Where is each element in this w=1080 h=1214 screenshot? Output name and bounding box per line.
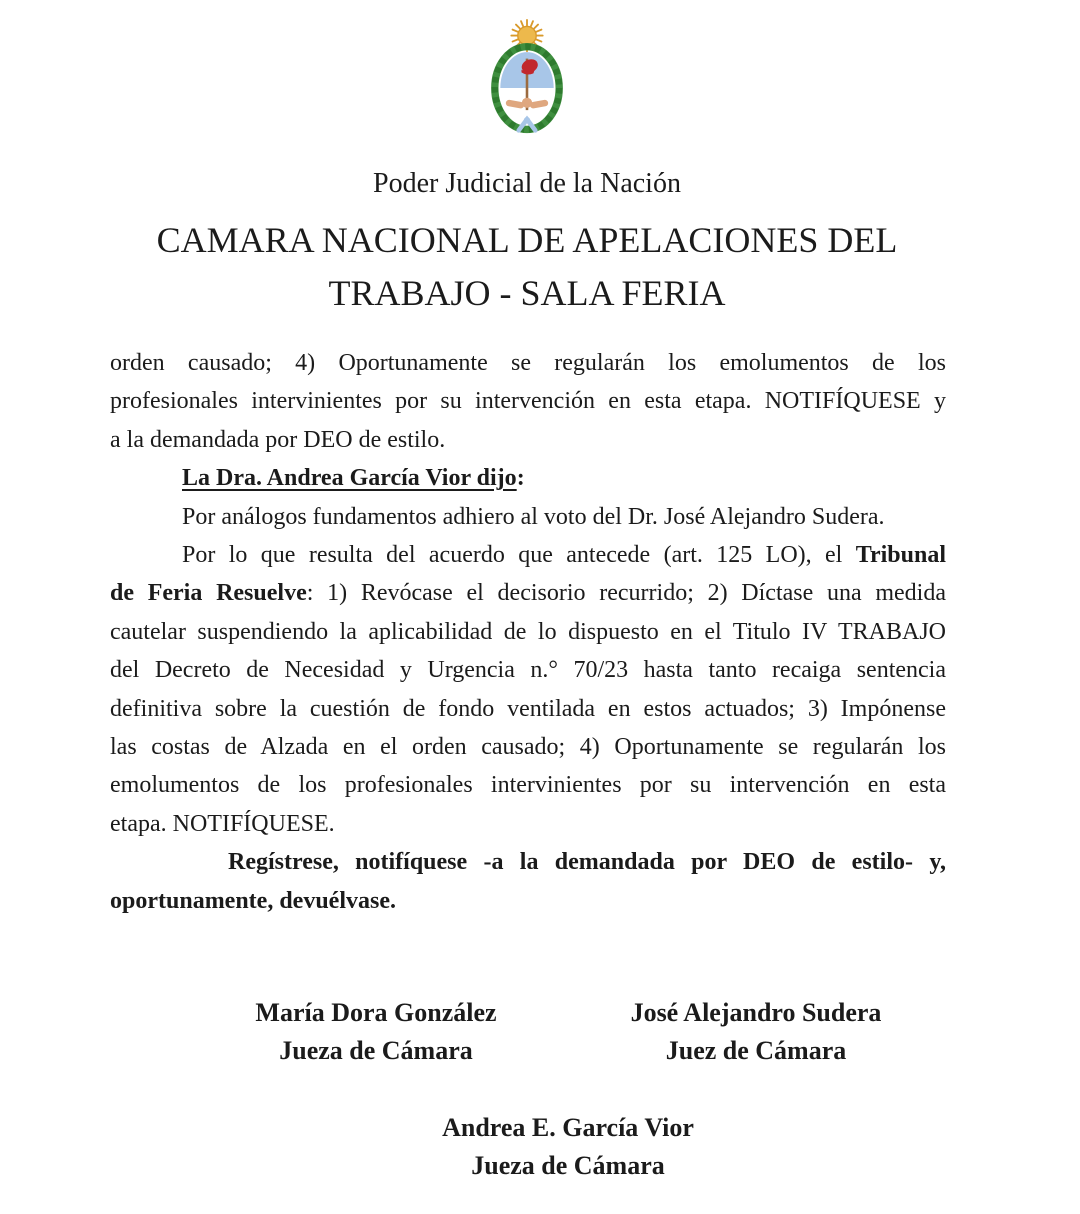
- judge-name: José Alejandro Sudera: [630, 998, 882, 1027]
- body-text-segment: La Dra. Andrea García Vior dijo: [182, 465, 517, 492]
- ribbon-knot: [524, 117, 530, 123]
- signature-block-center: [418, 1109, 718, 1186]
- court-title: [0, 214, 1054, 320]
- judge-role: Jueza de Cámara: [471, 1151, 665, 1181]
- body-line: [110, 766, 946, 804]
- body-text-segment: a la demandada por DEO de estilo.: [110, 426, 446, 453]
- argentina-coat-of-arms-icon: [481, 16, 573, 138]
- signature-block-right: [606, 994, 906, 1071]
- body-text-segment: emolumentos de los profesionales intervinientes por su intervención en esta: [110, 772, 946, 799]
- body-text-segment: del Decreto de Necesidad y Urgencia n.° 70/23 hasta tanto recaiga sentencia: [110, 657, 946, 684]
- body-line: [110, 882, 946, 920]
- court-title-line1: CAMARA NACIONAL DE APELACIONES DEL: [156, 220, 898, 260]
- document-body: [110, 344, 946, 920]
- body-line: [110, 498, 946, 536]
- body-text-segment: :: [516, 465, 525, 492]
- body-line: [110, 344, 946, 382]
- coat-of-arms-svg: [481, 16, 573, 138]
- body-text-segment: Por análogos fundamentos adhiero al voto del Dr. José Alejandro Sudera.: [182, 503, 885, 530]
- body-line: [110, 690, 946, 728]
- org-name: Poder Judicial de la Nación: [373, 168, 681, 199]
- body-text-segment: de Feria Resuelve: [110, 580, 307, 607]
- body-line: [110, 536, 946, 574]
- judge-name: Andrea E. García Vior: [442, 1113, 694, 1142]
- body-text-segment: profesionales intervinientes por su intervención en esta etapa. NOTIFÍQUESE y: [110, 388, 946, 415]
- body-text-segment: : 1) Revócase el decisorio recurrido; 2) Díctase una medida: [306, 580, 947, 607]
- body-line: [110, 421, 946, 459]
- judge-name: María Dora González: [255, 998, 497, 1027]
- body-text-segment: las costas de Alzada en el orden causado; 4) Oportunamente se regularán los: [110, 734, 946, 761]
- body-text-segment: oportunamente, devuélvase.: [110, 887, 396, 914]
- body-text-segment: Por lo que resulta del acuerdo que antecede (art. 125 LO), el: [182, 542, 856, 569]
- clasped-hands: [522, 98, 532, 108]
- body-text-segment: Tribunal: [855, 542, 946, 569]
- body-line: [110, 843, 946, 881]
- judge-role: Jueza de Cámara: [279, 1036, 473, 1066]
- body-text-segment: orden causado; 4) Oportunamente se regularán los emolumentos de los: [110, 350, 946, 376]
- body-line: [110, 805, 946, 843]
- body-text-segment: Regístrese, notifíquese -a la demandada por DEO de estilo- y,: [228, 849, 946, 876]
- body-text-segment: etapa. NOTIFÍQUESE.: [110, 810, 335, 837]
- body-line: [110, 574, 946, 612]
- body-line: [110, 382, 946, 420]
- court-title-line2: TRABAJO - SALA FERIA: [328, 273, 726, 313]
- body-text-segment: cautelar suspendiendo la aplicabilidad de lo dispuesto en el Titulo IV TRABAJO: [110, 618, 946, 645]
- signature-block-left: [226, 994, 526, 1071]
- body-line: [110, 651, 946, 689]
- sun-icon: [518, 26, 536, 44]
- body-line: [110, 728, 946, 766]
- judge-role: Juez de Cámara: [665, 1036, 847, 1066]
- body-text-segment: definitiva sobre la cuestión de fondo ventilada en estos actuados; 3) Impónense: [110, 695, 946, 722]
- body-line: [110, 613, 946, 651]
- body-line: [110, 459, 946, 497]
